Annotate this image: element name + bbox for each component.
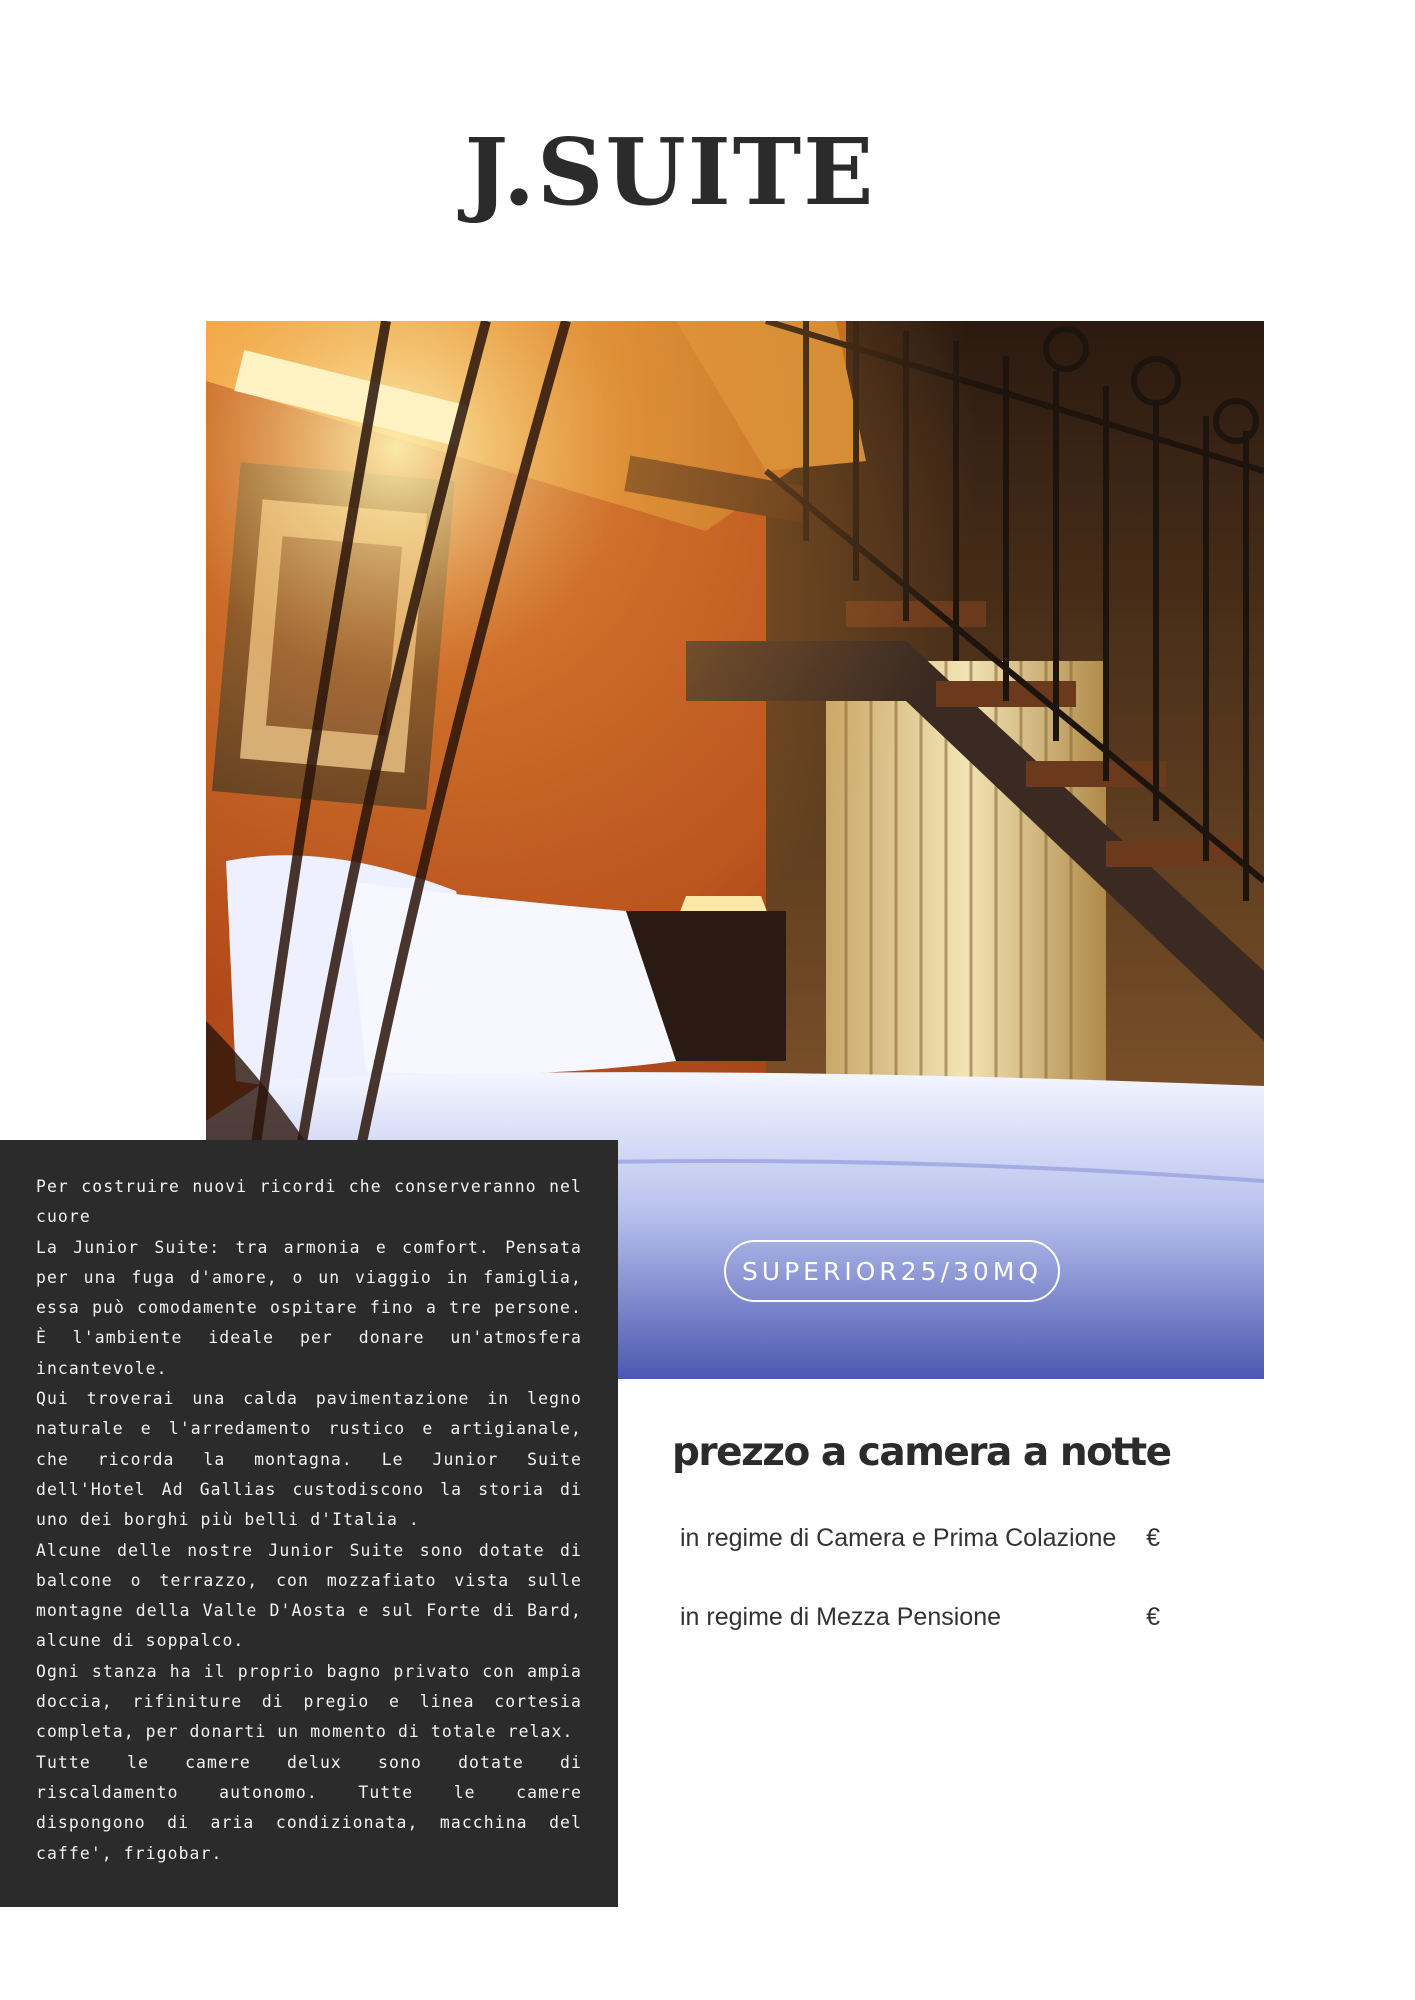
price-label: in regime di Camera e Prima Colazione: [680, 1524, 1117, 1552]
price-currency: €: [1146, 1603, 1160, 1631]
description-paragraph: Tutte le camere delux sono dotate di riscaldamento autonomo. Tutte le camere dispongono di aria condizionata, macchina del caffe', frigobar.: [36, 1752, 582, 1863]
page-title: J.SUITE: [464, 118, 876, 226]
description-paragraph: La Junior Suite: tra armonia e comfort. Pensata per una fuga d'amore, o un viaggio in famiglia, essa può comodamente ospitare fino a tre persone. È l'ambiente ideale per donare un'atmosfera incantevole.: [36, 1237, 582, 1378]
description-paragraph: Qui troverai una calda pavimentazione in legno naturale e l'arredamento rustico e artigianale, che ricorda la montagna. Le Junior Suite dell'Hotel Ad Gallias custodiscono la storia di uno dei borghi più belli d'Italia .: [36, 1389, 582, 1530]
description-panel: [0, 1140, 618, 1907]
pricing-title: prezzo a camera a notte: [672, 1430, 1171, 1475]
description-paragraph: Alcune delle nostre Junior Suite sono dotate di balcone o terrazzo, con mozzafiato vista sulle montagne della Valle D'Aosta e sul Forte di Bard, alcune di soppalco.: [36, 1540, 582, 1651]
room-size-badge: SUPERIOR25/30MQ: [724, 1240, 1060, 1302]
price-row-half-board: [680, 1603, 1160, 1632]
price-label: in regime di Mezza Pensione: [680, 1603, 1001, 1631]
description-paragraph: Ogni stanza ha il proprio bagno privato con ampia doccia, rifiniture di pregio e linea cortesia completa, per donarti un momento di totale relax.: [36, 1661, 582, 1742]
price-row-bed-breakfast: [680, 1524, 1160, 1553]
description-paragraph: Per costruire nuovi ricordi che conserveranno nel cuore: [36, 1177, 582, 1227]
price-currency: €: [1146, 1524, 1160, 1552]
